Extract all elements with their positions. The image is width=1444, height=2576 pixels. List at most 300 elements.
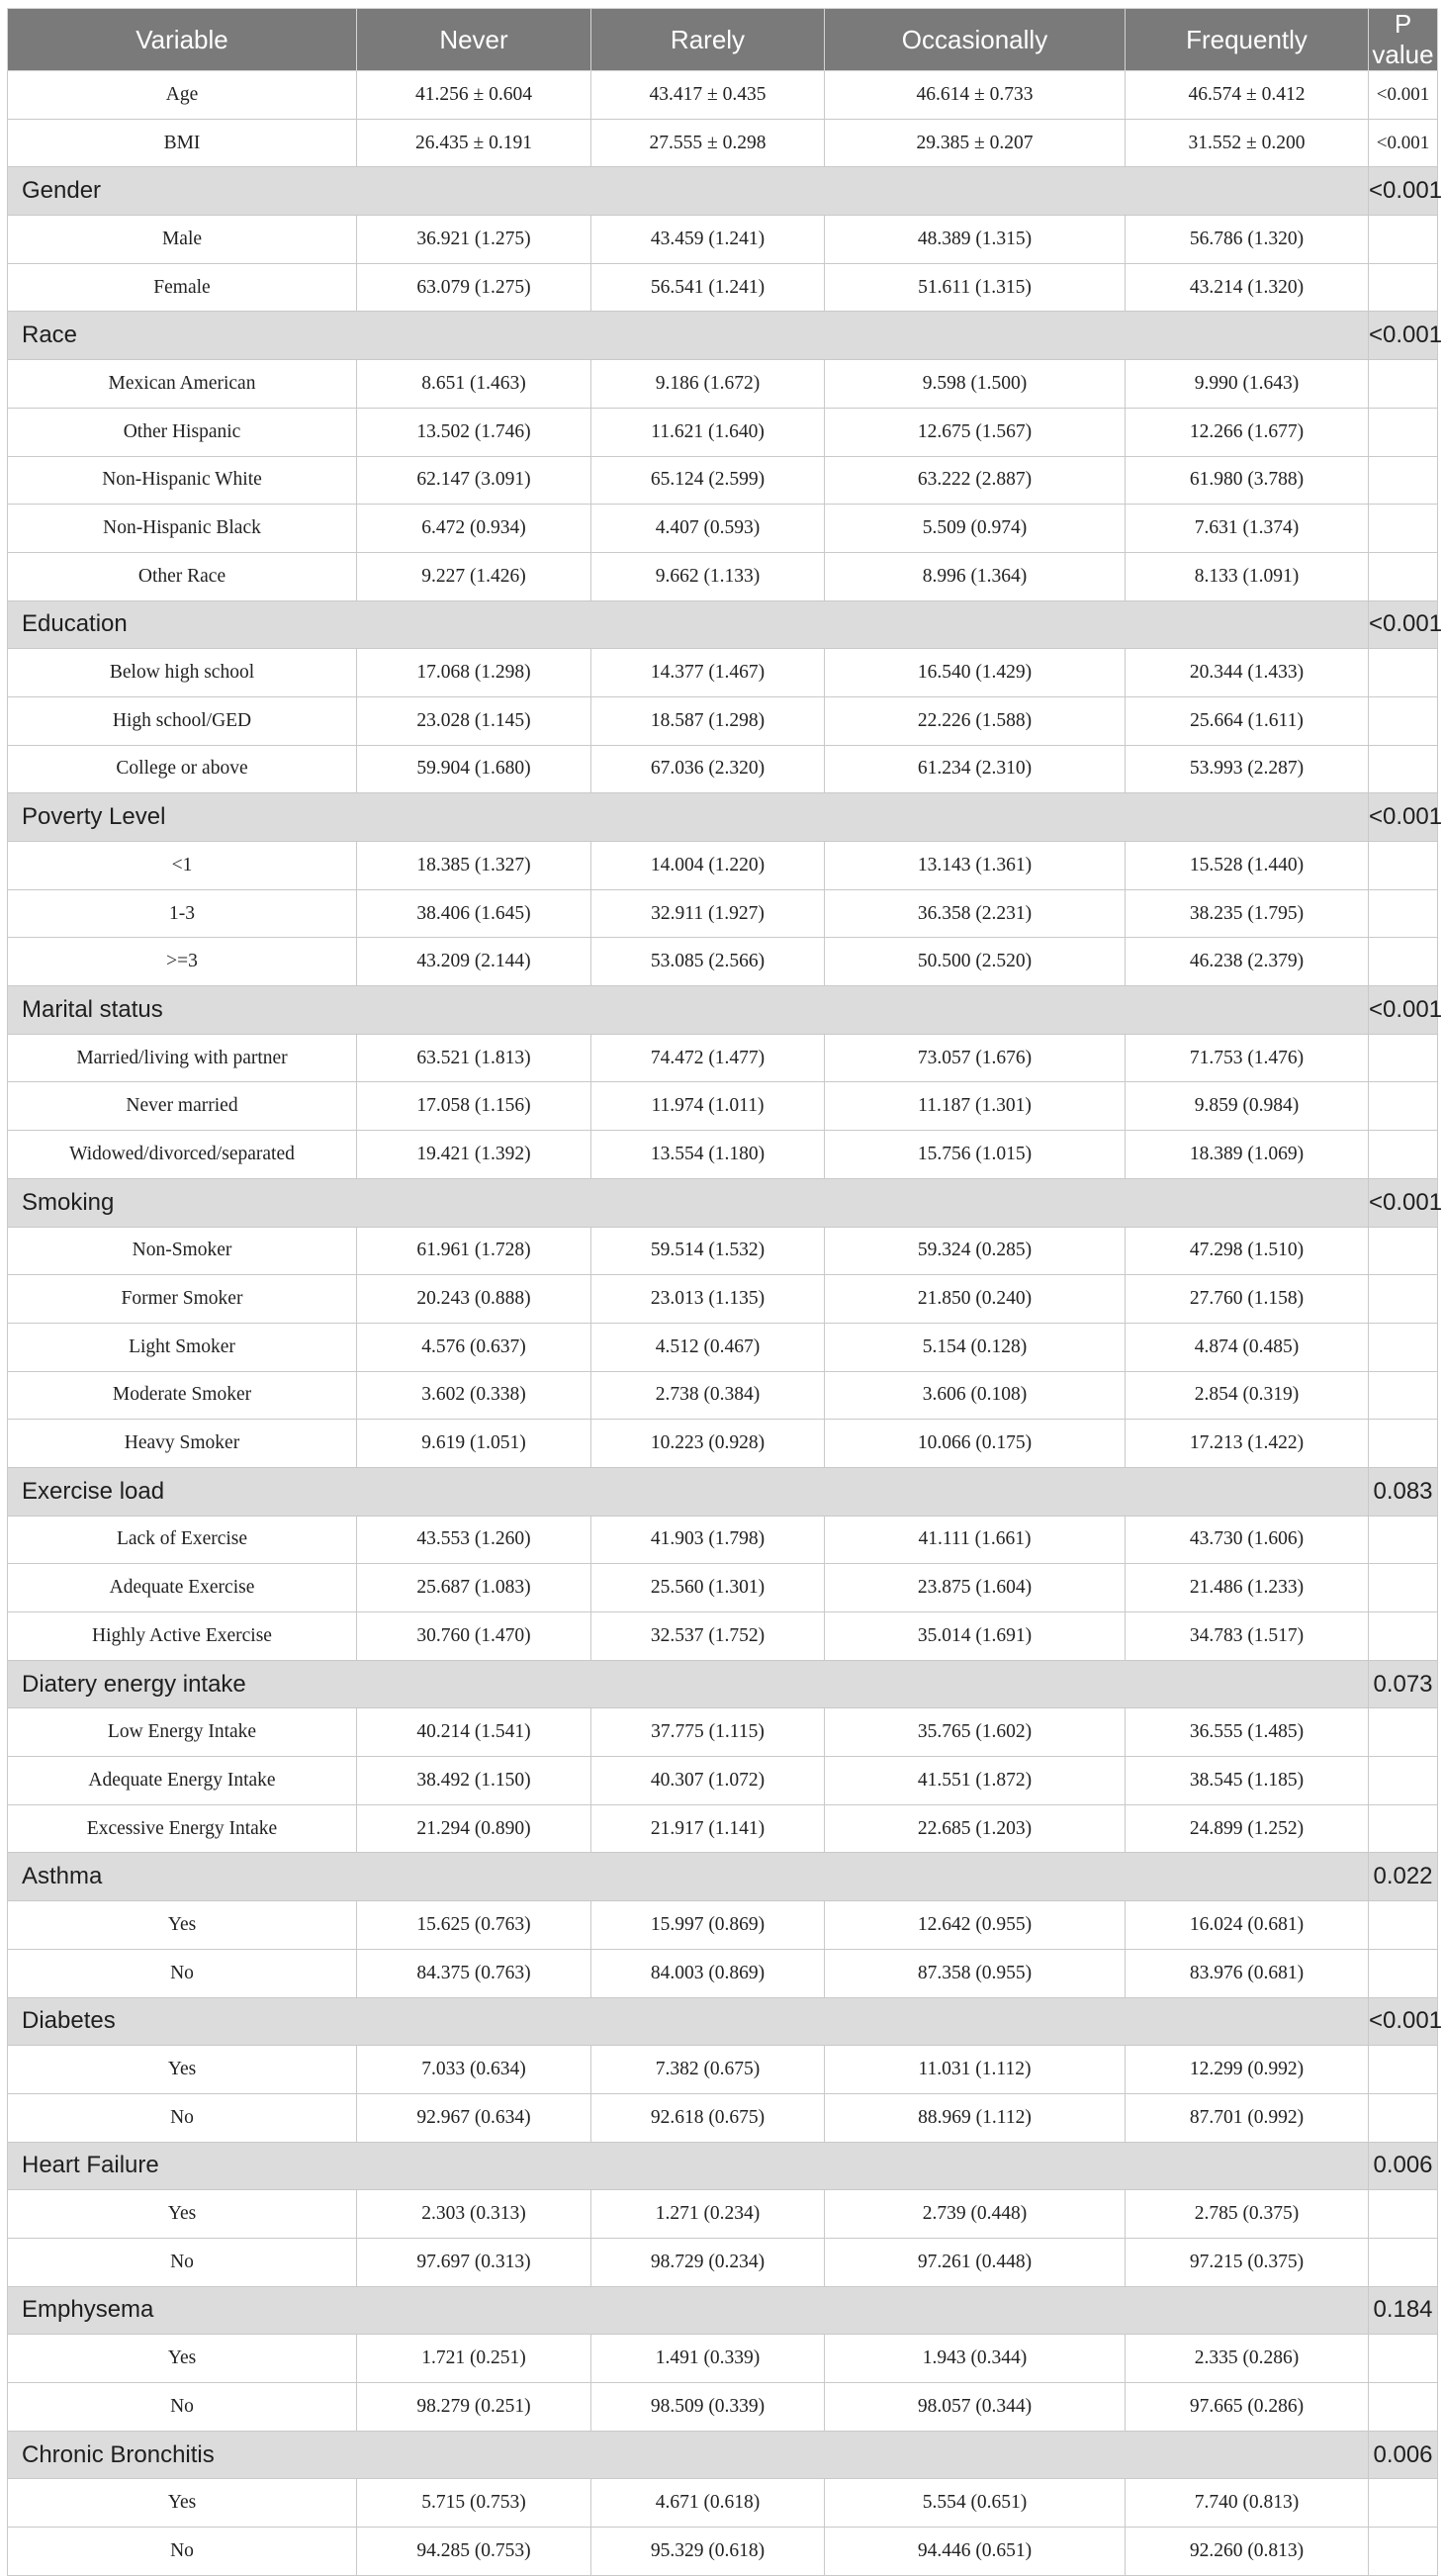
value-never: 1.721 (0.251)	[357, 2335, 591, 2383]
value-occasionally: 8.996 (1.364)	[825, 552, 1126, 600]
value-occasionally: 5.154 (0.128)	[825, 1323, 1126, 1371]
row-label: Widowed/divorced/separated	[8, 1131, 357, 1179]
value-frequently: 7.631 (1.374)	[1126, 505, 1369, 553]
value-never: 84.375 (0.763)	[357, 1949, 591, 1997]
header-row	[8, 9, 1438, 71]
value-never: 23.028 (1.145)	[357, 696, 591, 745]
table-row	[8, 2190, 1438, 2239]
p-value	[1369, 2479, 1438, 2528]
value-frequently: 9.859 (0.984)	[1126, 1082, 1369, 1131]
p-value	[1369, 889, 1438, 938]
value-never: 92.967 (0.634)	[357, 2093, 591, 2142]
value-rarely: 95.329 (0.618)	[591, 2528, 825, 2576]
p-value	[1369, 1371, 1438, 1420]
value-rarely: 43.417 ± 0.435	[591, 71, 825, 120]
value-rarely: 14.004 (1.220)	[591, 842, 825, 890]
p-value	[1369, 1901, 1438, 1950]
value-frequently: 17.213 (1.422)	[1126, 1420, 1369, 1468]
group-header-row	[8, 600, 1438, 649]
table-row	[8, 1949, 1438, 1997]
group-title: Diabetes	[8, 1997, 1369, 2046]
p-value	[1369, 2190, 1438, 2239]
table-row	[8, 1564, 1438, 1612]
p-value	[1369, 552, 1438, 600]
row-label: Yes	[8, 2335, 357, 2383]
value-frequently: 16.024 (0.681)	[1126, 1901, 1369, 1950]
value-occasionally: 97.261 (0.448)	[825, 2238, 1126, 2286]
value-frequently: 21.486 (1.233)	[1126, 1564, 1369, 1612]
value-frequently: 12.266 (1.677)	[1126, 408, 1369, 456]
value-occasionally: 36.358 (2.231)	[825, 889, 1126, 938]
p-value	[1369, 696, 1438, 745]
row-label: Married/living with partner	[8, 1034, 357, 1082]
p-value	[1369, 2238, 1438, 2286]
value-occasionally: 59.324 (0.285)	[825, 1227, 1126, 1275]
group-header-row	[8, 793, 1438, 842]
group-p-value: <0.001	[1369, 1178, 1438, 1227]
row-label: Adequate Exercise	[8, 1564, 357, 1612]
value-occasionally: 87.358 (0.955)	[825, 1949, 1126, 1997]
value-occasionally: 5.554 (0.651)	[825, 2479, 1126, 2528]
value-rarely: 4.671 (0.618)	[591, 2479, 825, 2528]
table-row	[8, 1371, 1438, 1420]
group-p-value: <0.001	[1369, 1997, 1438, 2046]
row-label: Highly Active Exercise	[8, 1612, 357, 1661]
p-value	[1369, 2383, 1438, 2432]
value-rarely: 4.512 (0.467)	[591, 1323, 825, 1371]
group-title: Gender	[8, 167, 1369, 216]
row-label: Adequate Energy Intake	[8, 1757, 357, 1805]
value-rarely: 7.382 (0.675)	[591, 2046, 825, 2094]
table-row	[8, 1804, 1438, 1853]
value-rarely: 41.903 (1.798)	[591, 1516, 825, 1564]
value-never: 6.472 (0.934)	[357, 505, 591, 553]
p-value	[1369, 408, 1438, 456]
value-rarely: 10.223 (0.928)	[591, 1420, 825, 1468]
p-value	[1369, 1612, 1438, 1661]
table-row	[8, 2046, 1438, 2094]
value-frequently: 61.980 (3.788)	[1126, 456, 1369, 505]
value-rarely: 92.618 (0.675)	[591, 2093, 825, 2142]
value-frequently: 43.214 (1.320)	[1126, 263, 1369, 312]
p-value	[1369, 842, 1438, 890]
table-row	[8, 1034, 1438, 1082]
group-header-row	[8, 2431, 1438, 2479]
value-occasionally: 3.606 (0.108)	[825, 1371, 1126, 1420]
p-value	[1369, 1227, 1438, 1275]
value-rarely: 15.997 (0.869)	[591, 1901, 825, 1950]
table-row	[8, 745, 1438, 793]
group-title: Education	[8, 600, 1369, 649]
table-row	[8, 1131, 1438, 1179]
p-value	[1369, 263, 1438, 312]
group-title: Heart Failure	[8, 2142, 1369, 2190]
value-occasionally: 50.500 (2.520)	[825, 938, 1126, 986]
value-never: 43.553 (1.260)	[357, 1516, 591, 1564]
value-rarely: 11.974 (1.011)	[591, 1082, 825, 1131]
value-occasionally: 12.675 (1.567)	[825, 408, 1126, 456]
group-header-row	[8, 1178, 1438, 1227]
value-never: 17.058 (1.156)	[357, 1082, 591, 1131]
value-never: 17.068 (1.298)	[357, 649, 591, 697]
p-value	[1369, 1804, 1438, 1853]
group-title: Marital status	[8, 986, 1369, 1035]
value-frequently: 43.730 (1.606)	[1126, 1516, 1369, 1564]
p-value	[1369, 505, 1438, 553]
value-frequently: 38.235 (1.795)	[1126, 889, 1369, 938]
header-variable: Variable	[8, 9, 357, 71]
p-value	[1369, 1564, 1438, 1612]
value-rarely: 32.537 (1.752)	[591, 1612, 825, 1661]
p-value	[1369, 1949, 1438, 1997]
table-row	[8, 1757, 1438, 1805]
value-occasionally: 15.756 (1.015)	[825, 1131, 1126, 1179]
value-frequently: 56.786 (1.320)	[1126, 216, 1369, 264]
value-rarely: 37.775 (1.115)	[591, 1708, 825, 1757]
value-never: 62.147 (3.091)	[357, 456, 591, 505]
value-frequently: 20.344 (1.433)	[1126, 649, 1369, 697]
group-p-value: 0.006	[1369, 2142, 1438, 2190]
value-frequently: 53.993 (2.287)	[1126, 745, 1369, 793]
row-label: Non-Smoker	[8, 1227, 357, 1275]
value-never: 19.421 (1.392)	[357, 1131, 591, 1179]
p-value	[1369, 1275, 1438, 1324]
group-p-value: 0.083	[1369, 1467, 1438, 1516]
value-never: 3.602 (0.338)	[357, 1371, 591, 1420]
row-label: Yes	[8, 2190, 357, 2239]
value-never: 94.285 (0.753)	[357, 2528, 591, 2576]
value-frequently: 46.574 ± 0.412	[1126, 71, 1369, 120]
value-frequently: 2.854 (0.319)	[1126, 1371, 1369, 1420]
table-row	[8, 408, 1438, 456]
row-label: <1	[8, 842, 357, 890]
value-occasionally: 73.057 (1.676)	[825, 1034, 1126, 1082]
p-value: <0.001	[1369, 119, 1438, 167]
value-occasionally: 2.739 (0.448)	[825, 2190, 1126, 2239]
value-rarely: 43.459 (1.241)	[591, 216, 825, 264]
value-occasionally: 10.066 (0.175)	[825, 1420, 1126, 1468]
group-p-value: <0.001	[1369, 600, 1438, 649]
value-rarely: 1.491 (0.339)	[591, 2335, 825, 2383]
value-occasionally: 23.875 (1.604)	[825, 1564, 1126, 1612]
group-header-row	[8, 986, 1438, 1035]
row-label: No	[8, 2383, 357, 2432]
table-row	[8, 2238, 1438, 2286]
group-header-row	[8, 1467, 1438, 1516]
value-occasionally: 46.614 ± 0.733	[825, 71, 1126, 120]
value-never: 43.209 (2.144)	[357, 938, 591, 986]
value-rarely: 1.271 (0.234)	[591, 2190, 825, 2239]
value-never: 30.760 (1.470)	[357, 1612, 591, 1661]
row-label: High school/GED	[8, 696, 357, 745]
group-header-row	[8, 2286, 1438, 2335]
value-occasionally: 1.943 (0.344)	[825, 2335, 1126, 2383]
value-rarely: 56.541 (1.241)	[591, 263, 825, 312]
p-value	[1369, 745, 1438, 793]
p-value	[1369, 649, 1438, 697]
value-occasionally: 22.226 (1.588)	[825, 696, 1126, 745]
row-label: Yes	[8, 2046, 357, 2094]
value-frequently: 15.528 (1.440)	[1126, 842, 1369, 890]
value-occasionally: 12.642 (0.955)	[825, 1901, 1126, 1950]
value-frequently: 71.753 (1.476)	[1126, 1034, 1369, 1082]
group-header-row	[8, 1853, 1438, 1901]
row-label: Female	[8, 263, 357, 312]
value-frequently: 31.552 ± 0.200	[1126, 119, 1369, 167]
header-occasionally: Occasionally	[825, 9, 1126, 71]
row-label: No	[8, 2528, 357, 2576]
group-title: Asthma	[8, 1853, 1369, 1901]
p-value	[1369, 1131, 1438, 1179]
header-never: Never	[357, 9, 591, 71]
table-header	[8, 9, 1438, 71]
header-p-value: P value	[1369, 9, 1438, 71]
value-rarely: 14.377 (1.467)	[591, 649, 825, 697]
group-p-value: <0.001	[1369, 312, 1438, 360]
row-label: Heavy Smoker	[8, 1420, 357, 1468]
p-value	[1369, 456, 1438, 505]
row-label: Mexican American	[8, 360, 357, 409]
group-title: Chronic Bronchitis	[8, 2431, 1369, 2479]
value-occasionally: 98.057 (0.344)	[825, 2383, 1126, 2432]
value-never: 7.033 (0.634)	[357, 2046, 591, 2094]
row-label: No	[8, 2093, 357, 2142]
header-rarely: Rarely	[591, 9, 825, 71]
value-rarely: 13.554 (1.180)	[591, 1131, 825, 1179]
p-value	[1369, 1323, 1438, 1371]
row-label: 1-3	[8, 889, 357, 938]
table-row	[8, 1082, 1438, 1131]
p-value	[1369, 1034, 1438, 1082]
value-frequently: 46.238 (2.379)	[1126, 938, 1369, 986]
value-frequently: 36.555 (1.485)	[1126, 1708, 1369, 1757]
table-body	[8, 71, 1443, 2576]
value-occasionally: 41.111 (1.661)	[825, 1516, 1126, 1564]
value-rarely: 9.186 (1.672)	[591, 360, 825, 409]
group-title: Race	[8, 312, 1369, 360]
table-row	[8, 1516, 1438, 1564]
value-frequently: 83.976 (0.681)	[1126, 1949, 1369, 1997]
table-row	[8, 552, 1438, 600]
table-row	[8, 456, 1438, 505]
header-frequently: Frequently	[1126, 9, 1369, 71]
row-label: Lack of Exercise	[8, 1516, 357, 1564]
value-never: 97.697 (0.313)	[357, 2238, 591, 2286]
value-occasionally: 16.540 (1.429)	[825, 649, 1126, 697]
group-p-value: 0.022	[1369, 1853, 1438, 1901]
value-occasionally: 13.143 (1.361)	[825, 842, 1126, 890]
group-title: Diatery energy intake	[8, 1660, 1369, 1708]
table-row	[8, 1275, 1438, 1324]
p-value: <0.001	[1369, 71, 1438, 120]
table-row	[8, 71, 1438, 120]
value-never: 59.904 (1.680)	[357, 745, 591, 793]
value-rarely: 98.729 (0.234)	[591, 2238, 825, 2286]
value-occasionally: 61.234 (2.310)	[825, 745, 1126, 793]
value-never: 63.079 (1.275)	[357, 263, 591, 312]
value-never: 5.715 (0.753)	[357, 2479, 591, 2528]
row-label: Male	[8, 216, 357, 264]
value-rarely: 2.738 (0.384)	[591, 1371, 825, 1420]
value-frequently: 4.874 (0.485)	[1126, 1323, 1369, 1371]
value-never: 20.243 (0.888)	[357, 1275, 591, 1324]
value-frequently: 92.260 (0.813)	[1126, 2528, 1369, 2576]
value-frequently: 7.740 (0.813)	[1126, 2479, 1369, 2528]
value-frequently: 87.701 (0.992)	[1126, 2093, 1369, 2142]
table-row	[8, 938, 1438, 986]
p-value	[1369, 2335, 1438, 2383]
p-value	[1369, 1757, 1438, 1805]
value-occasionally: 41.551 (1.872)	[825, 1757, 1126, 1805]
value-occasionally: 5.509 (0.974)	[825, 505, 1126, 553]
group-p-value: 0.073	[1369, 1660, 1438, 1708]
value-frequently: 18.389 (1.069)	[1126, 1131, 1369, 1179]
p-value	[1369, 216, 1438, 264]
group-p-value: <0.001	[1369, 167, 1438, 216]
value-occasionally: 48.389 (1.315)	[825, 216, 1126, 264]
table-row	[8, 119, 1438, 167]
table-row	[8, 649, 1438, 697]
value-occasionally: 22.685 (1.203)	[825, 1804, 1126, 1853]
table-row	[8, 505, 1438, 553]
group-title: Poverty Level	[8, 793, 1369, 842]
p-value	[1369, 1420, 1438, 1468]
value-rarely: 25.560 (1.301)	[591, 1564, 825, 1612]
value-never: 9.619 (1.051)	[357, 1420, 591, 1468]
value-rarely: 9.662 (1.133)	[591, 552, 825, 600]
row-label: BMI	[8, 119, 357, 167]
table-row	[8, 1901, 1438, 1950]
row-label: College or above	[8, 745, 357, 793]
row-label: Excessive Energy Intake	[8, 1804, 357, 1853]
row-label: Yes	[8, 1901, 357, 1950]
value-occasionally: 29.385 ± 0.207	[825, 119, 1126, 167]
table-row	[8, 1708, 1438, 1757]
group-title: Emphysema	[8, 2286, 1369, 2335]
value-occasionally: 11.187 (1.301)	[825, 1082, 1126, 1131]
value-rarely: 21.917 (1.141)	[591, 1804, 825, 1853]
row-label: Age	[8, 71, 357, 120]
row-label: Non-Hispanic Black	[8, 505, 357, 553]
value-frequently: 97.665 (0.286)	[1126, 2383, 1369, 2432]
group-p-value: 0.184	[1369, 2286, 1438, 2335]
table-row	[8, 1227, 1438, 1275]
table-row	[8, 1612, 1438, 1661]
table-row	[8, 2528, 1438, 2576]
value-occasionally: 88.969 (1.112)	[825, 2093, 1126, 2142]
table-row	[8, 2335, 1438, 2383]
row-label: Former Smoker	[8, 1275, 357, 1324]
value-never: 9.227 (1.426)	[357, 552, 591, 600]
p-value	[1369, 1708, 1438, 1757]
value-rarely: 40.307 (1.072)	[591, 1757, 825, 1805]
table-row	[8, 889, 1438, 938]
row-label: No	[8, 2238, 357, 2286]
value-frequently: 25.664 (1.611)	[1126, 696, 1369, 745]
row-label: Other Race	[8, 552, 357, 600]
row-label: >=3	[8, 938, 357, 986]
group-header-row	[8, 1997, 1438, 2046]
value-never: 8.651 (1.463)	[357, 360, 591, 409]
group-title: Smoking	[8, 1178, 1369, 1227]
row-label: Light Smoker	[8, 1323, 357, 1371]
value-occasionally: 63.222 (2.887)	[825, 456, 1126, 505]
table-row	[8, 1420, 1438, 1468]
value-rarely: 53.085 (2.566)	[591, 938, 825, 986]
value-occasionally: 9.598 (1.500)	[825, 360, 1126, 409]
value-occasionally: 51.611 (1.315)	[825, 263, 1126, 312]
p-value	[1369, 1082, 1438, 1131]
value-frequently: 2.785 (0.375)	[1126, 2190, 1369, 2239]
p-value	[1369, 1516, 1438, 1564]
row-label: Non-Hispanic White	[8, 456, 357, 505]
row-label: Other Hispanic	[8, 408, 357, 456]
value-never: 21.294 (0.890)	[357, 1804, 591, 1853]
value-never: 25.687 (1.083)	[357, 1564, 591, 1612]
value-frequently: 24.899 (1.252)	[1126, 1804, 1369, 1853]
p-value	[1369, 360, 1438, 409]
value-never: 98.279 (0.251)	[357, 2383, 591, 2432]
table-row	[8, 2479, 1438, 2528]
value-rarely: 27.555 ± 0.298	[591, 119, 825, 167]
value-frequently: 38.545 (1.185)	[1126, 1757, 1369, 1805]
row-label: Low Energy Intake	[8, 1708, 357, 1757]
value-frequently: 2.335 (0.286)	[1126, 2335, 1369, 2383]
group-p-value: 0.006	[1369, 2431, 1438, 2479]
value-rarely: 4.407 (0.593)	[591, 505, 825, 553]
table-row	[8, 2093, 1438, 2142]
value-rarely: 65.124 (2.599)	[591, 456, 825, 505]
value-never: 61.961 (1.728)	[357, 1227, 591, 1275]
p-value	[1369, 2528, 1438, 2576]
value-never: 40.214 (1.541)	[357, 1708, 591, 1757]
value-frequently: 9.990 (1.643)	[1126, 360, 1369, 409]
p-value	[1369, 2093, 1438, 2142]
value-rarely: 74.472 (1.477)	[591, 1034, 825, 1082]
value-rarely: 67.036 (2.320)	[591, 745, 825, 793]
value-frequently: 27.760 (1.158)	[1126, 1275, 1369, 1324]
value-never: 38.406 (1.645)	[357, 889, 591, 938]
value-rarely: 11.621 (1.640)	[591, 408, 825, 456]
value-never: 15.625 (0.763)	[357, 1901, 591, 1950]
value-never: 4.576 (0.637)	[357, 1323, 591, 1371]
row-label: Yes	[8, 2479, 357, 2528]
value-never: 41.256 ± 0.604	[357, 71, 591, 120]
value-occasionally: 94.446 (0.651)	[825, 2528, 1126, 2576]
value-never: 18.385 (1.327)	[357, 842, 591, 890]
p-value	[1369, 938, 1438, 986]
group-header-row	[8, 167, 1438, 216]
value-rarely: 32.911 (1.927)	[591, 889, 825, 938]
value-frequently: 97.215 (0.375)	[1126, 2238, 1369, 2286]
value-never: 13.502 (1.746)	[357, 408, 591, 456]
group-title: Exercise load	[8, 1467, 1369, 1516]
value-rarely: 59.514 (1.532)	[591, 1227, 825, 1275]
group-header-row	[8, 312, 1438, 360]
value-rarely: 23.013 (1.135)	[591, 1275, 825, 1324]
value-occasionally: 11.031 (1.112)	[825, 2046, 1126, 2094]
group-header-row	[8, 2142, 1438, 2190]
value-never: 2.303 (0.313)	[357, 2190, 591, 2239]
table-row	[8, 1323, 1438, 1371]
table-row	[8, 842, 1438, 890]
value-rarely: 84.003 (0.869)	[591, 1949, 825, 1997]
table-row	[8, 2383, 1438, 2432]
value-rarely: 98.509 (0.339)	[591, 2383, 825, 2432]
value-never: 36.921 (1.275)	[357, 216, 591, 264]
row-label: Moderate Smoker	[8, 1371, 357, 1420]
value-frequently: 12.299 (0.992)	[1126, 2046, 1369, 2094]
